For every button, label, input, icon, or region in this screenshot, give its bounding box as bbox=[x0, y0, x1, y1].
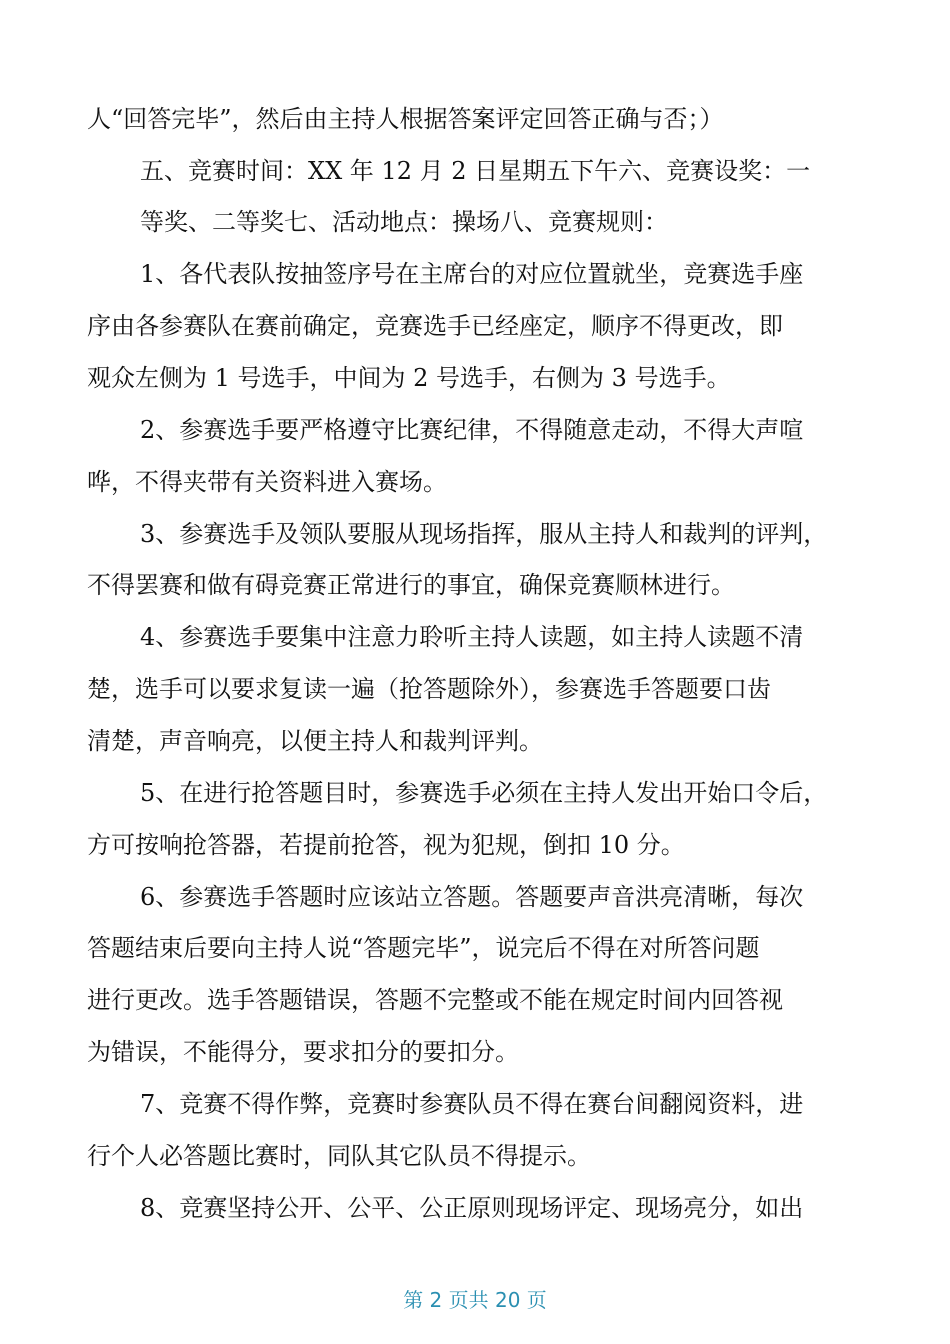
text-line: 进行更改。选手答题错误，答题不完整或不能在规定时间内回答视 bbox=[87, 986, 783, 1014]
text-line: 不得罢赛和做有碍竞赛正常进行的事宜，确保竞赛顺林进行。 bbox=[87, 571, 735, 599]
text-line: 行个人必答题比赛时，同队其它队员不得提示。 bbox=[87, 1142, 591, 1170]
text-line: 清楚，声音响亮，以便主持人和裁判评判。 bbox=[87, 727, 543, 755]
text-line: 等奖、二等奖七、活动地点：操场八、竞赛规则： bbox=[140, 208, 668, 236]
text-line: 8、竞赛坚持公开、公平、公正原则现场评定、现场亮分，如出 bbox=[140, 1194, 804, 1222]
text-line: 序由各参赛队在赛前确定，竞赛选手已经座定，顺序不得更改，即 bbox=[87, 312, 783, 340]
text-line: 6、参赛选手答题时应该站立答题。答题要声音洪亮清晰，每次 bbox=[140, 883, 804, 911]
text-line: 楚，选手可以要求复读一遍（抢答题除外），参赛选手答题要口齿 bbox=[87, 675, 771, 703]
text-line: 7、竞赛不得作弊，竞赛时参赛队员不得在赛台间翻阅资料，进 bbox=[140, 1090, 804, 1118]
text-line: 五、竞赛时间：XX 年 12 月 2 日星期五下午六、竞赛设奖：一 bbox=[140, 157, 811, 185]
text-line: 观众左侧为 1 号选手，中间为 2 号选手，右侧为 3 号选手。 bbox=[87, 364, 731, 392]
page-number-footer: 第 2 页共 20 页 bbox=[403, 1288, 547, 1312]
text-line: 方可按响抢答器，若提前抢答，视为犯规，倒扣 10 分。 bbox=[87, 831, 685, 859]
text-line: 为错误，不能得分，要求扣分的要扣分。 bbox=[87, 1038, 519, 1066]
text-line: 4、参赛选手要集中注意力聆听主持人读题，如主持人读题不清 bbox=[140, 623, 804, 651]
text-line: 哗，不得夹带有关资料进入赛场。 bbox=[87, 468, 447, 496]
text-line: 5、在进行抢答题目时，参赛选手必须在主持人发出开始口令后， bbox=[140, 779, 828, 807]
text-line: 1、各代表队按抽签序号在主席台的对应位置就坐，竞赛选手座 bbox=[140, 260, 804, 288]
text-line: 2、参赛选手要严格遵守比赛纪律，不得随意走动，不得大声喧 bbox=[140, 416, 804, 444]
text-line: 答题结束后要向主持人说“答题完毕”，说完后不得在对所答问题 bbox=[87, 934, 760, 962]
text-line: 人“回答完毕”，然后由主持人根据答案评定回答正确与否；） bbox=[87, 105, 724, 133]
text-line: 3、参赛选手及领队要服从现场指挥，服从主持人和裁判的评判， bbox=[140, 520, 828, 548]
